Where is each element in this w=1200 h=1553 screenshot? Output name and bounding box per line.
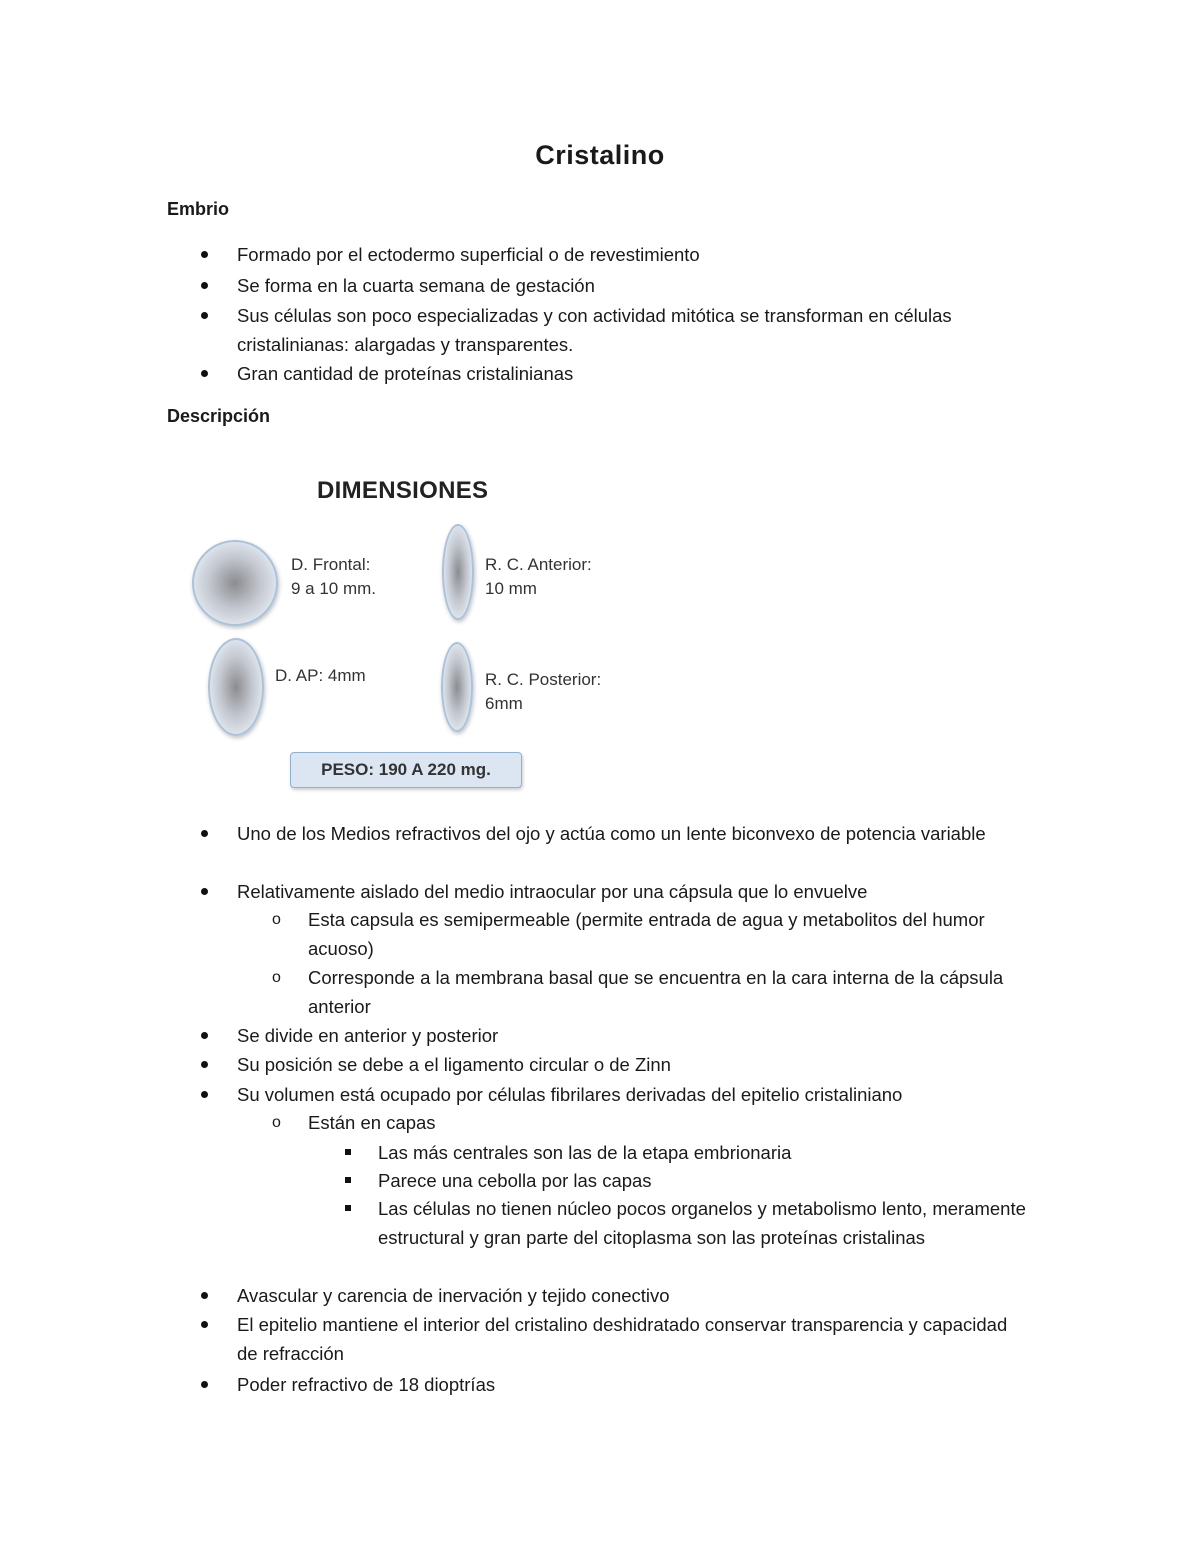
bullet-icon [201,370,208,377]
page-title: Cristalino [535,140,665,170]
list-item: Gran cantidad de proteínas cristalinianas [237,359,1027,388]
list-item: El epitelio mantiene el interior del cristalino deshidratado conservar transparencia y capacidad de refracción [237,1310,1027,1368]
bullet-icon [201,1381,208,1388]
list-item: o Corresponde a la membrana basal que se encuentra en la cara interna de la cápsula anterior [308,963,1028,1021]
lens-frontal-icon [192,540,278,626]
section-heading-descripcion: Descripción [167,406,271,426]
square-bullet-icon [345,1205,351,1211]
list-item: Se forma en la cuarta semana de gestación [237,271,1027,300]
bullet-icon [201,1292,208,1299]
list-item: Uno de los Medios refractivos del ojo y actúa como un lente biconvexo de potencia variable [237,819,1027,848]
dimensions-figure [180,470,630,800]
bullet-icon [201,1032,208,1039]
square-bullet-icon [345,1177,351,1183]
list-item: Se divide en anterior y posterior [237,1021,1027,1050]
sub-bullet-icon: o [272,911,281,928]
list-item: Su posición se debe a el ligamento circular o de Zinn [237,1050,1027,1079]
anterior-label: R. C. Anterior: 10 mm [485,555,592,598]
list-item: Parece una cebolla por las capas [378,1166,1028,1195]
bullet-icon [201,1091,208,1098]
bullet-icon [201,312,208,319]
list-item: Las células no tienen núcleo pocos organelos y metabolismo lento, meramente estructural y gran parte del citoplasma son las proteínas cristalinas [378,1194,1028,1252]
list-item: o Esta capsula es semipermeable (permite entrada de agua y metabolitos del humor acuoso) [308,905,1028,963]
bullet-icon [201,830,208,837]
sub-bullet-icon: o [272,969,281,986]
figure-title: DIMENSIONES [317,477,489,504]
frontal-label: D. Frontal: 9 a 10 mm. [291,555,377,598]
section-heading-embrio: Embrio [167,199,230,219]
list-item: Formado por el ectodermo superficial o de revestimiento [237,240,1027,269]
square-bullet-icon [345,1149,351,1155]
list-item: Sus células son poco especializadas y con actividad mitótica se transforman en células cristalinianas: alargadas y transparentes. [237,301,1027,359]
list-item: o Están en capas [308,1108,1028,1137]
list-item: Su volumen está ocupado por células fibrilares derivadas del epitelio cristaliniano [237,1080,1027,1109]
bullet-icon [201,1321,208,1328]
list-item: Avascular y carencia de inervación y tejido conectivo [237,1281,1027,1310]
bullet-icon [201,251,208,258]
peso-box: PESO: 190 A 220 mg. [290,752,522,788]
list-item: Poder refractivo de 18 dioptrías [237,1370,1027,1399]
bullet-icon [201,282,208,289]
list-item: Relativamente aislado del medio intraocular por una cápsula que lo envuelve [237,877,1027,906]
bullet-icon [201,1061,208,1068]
posterior-label: R. C. Posterior: 6mm [485,670,602,713]
bullet-icon [201,888,208,895]
sub-bullet-icon: o [272,1114,281,1131]
ap-label: D. AP: 4mm [275,666,366,685]
lens-posterior-icon [441,642,473,732]
lens-ap-icon [208,638,264,736]
list-item: Las más centrales son las de la etapa embrionaria [378,1138,1028,1167]
lens-anterior-icon [442,524,474,620]
